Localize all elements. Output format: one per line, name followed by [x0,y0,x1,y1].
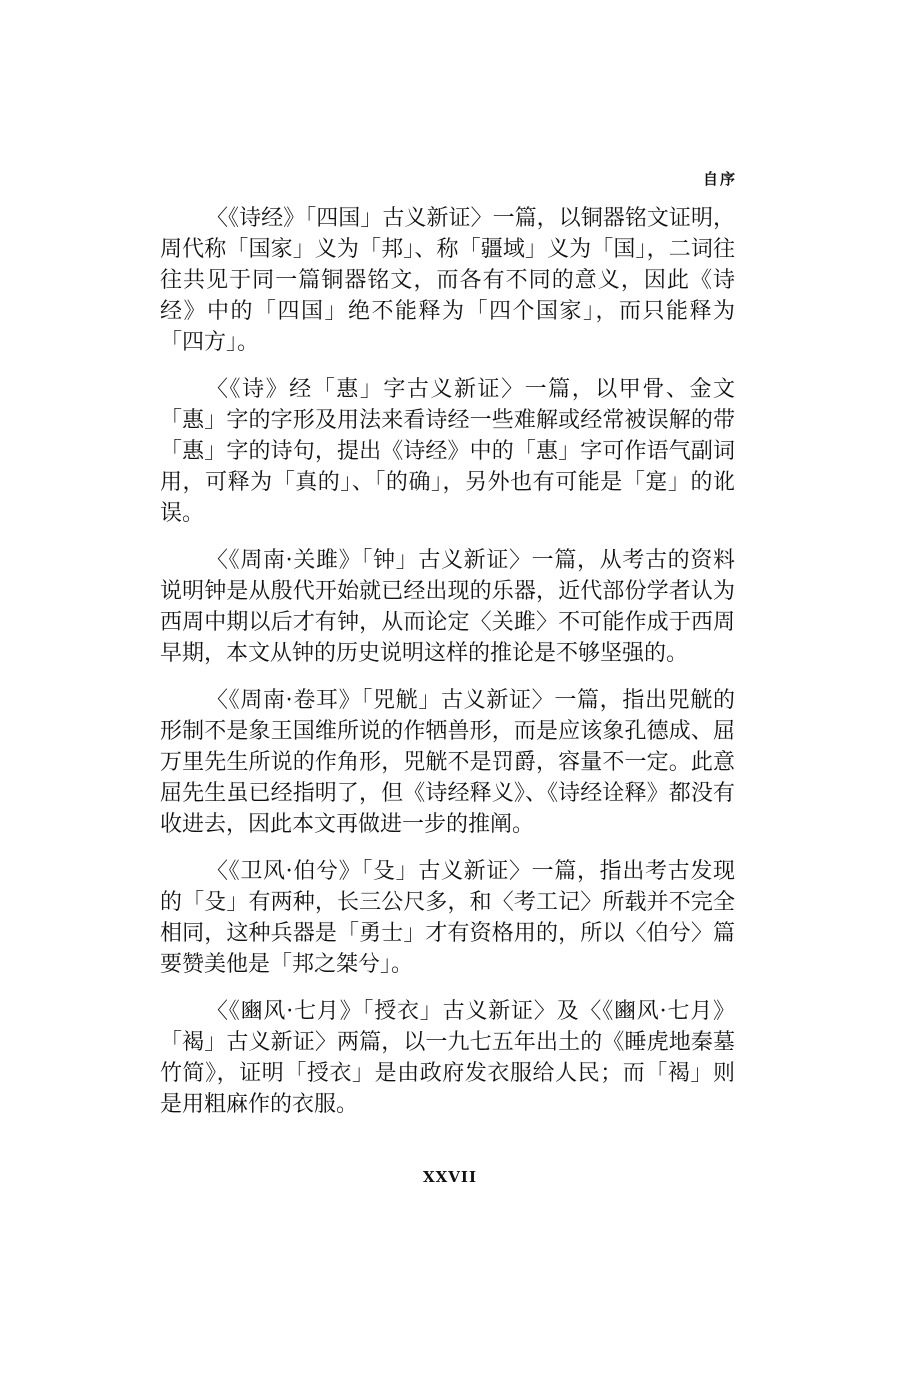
paragraph-zhong: 〈《周南·关雎》「钟」古义新证〉一篇，从考古的资料说明钟是从殷代开始就已经出现的乐器，近代部份学者认为西周中期以后才有钟，从而论定〈关雎〉不可能作成于西周早期，本文从钟的历史说明这样的推论是不够坚强的。 [160,548,735,666]
running-head: 自序 [703,170,738,188]
paragraph-sikuo: 〈《诗经》「四国」古义新证〉一篇，以铜器铭文证明，周代称「国家」义为「邦」、称「疆域」义为「国」，二词往往共见于同一篇铜器铭文，而各有不同的意义，因此《诗经》中的「四国」绝不能释为「四个国家」，而只能释为「四方」。 [160,206,735,355]
body-text [160,203,735,1136]
paragraph-hui: 〈《诗》经「惠」字古义新证〉一篇，以甲骨、金文「惠」字的字形及用法来看诗经一些难解或经常被误解的带「惠」字的诗句，提出《诗经》中的「惠」字可作语气副词用，可释为「真的」、「的确」，另外也有可能是「寔」的讹误。 [160,377,735,526]
page-number: XXVII [423,1168,477,1186]
paragraph-sigong: 〈《周南·卷耳》「兕觥」古义新证〉一篇，指出兕觥的形制不是象王国维所说的作牺兽形，而是应该象孔德成、屈万里先生所说的作角形，兕觥不是罚爵，容量不一定。此意屈先生虽已经指明了，但《诗经释义》、《诗经诠释》都没有收进去，因此本文再做进一步的推阐。 [160,688,735,837]
paragraph-shu: 〈《卫风·伯兮》「殳」古义新证〉一篇，指出考古发现的「殳」有两种，长三公尺多，和〈考工记〉所载并不完全相同，这种兵器是「勇士」才有资格用的，所以〈伯兮〉篇要赞美他是「邦之桀兮」。 [160,859,735,977]
paragraph-shouyi-he: 〈《豳风·七月》「授衣」古义新证〉及〈《豳风·七月》「褐」古义新证〉两篇，以一九七五年出土的《睡虎地秦墓竹简》，证明「授衣」是由政府发衣服给人民；而「褐」则是用粗麻作的衣服。 [160,999,735,1117]
